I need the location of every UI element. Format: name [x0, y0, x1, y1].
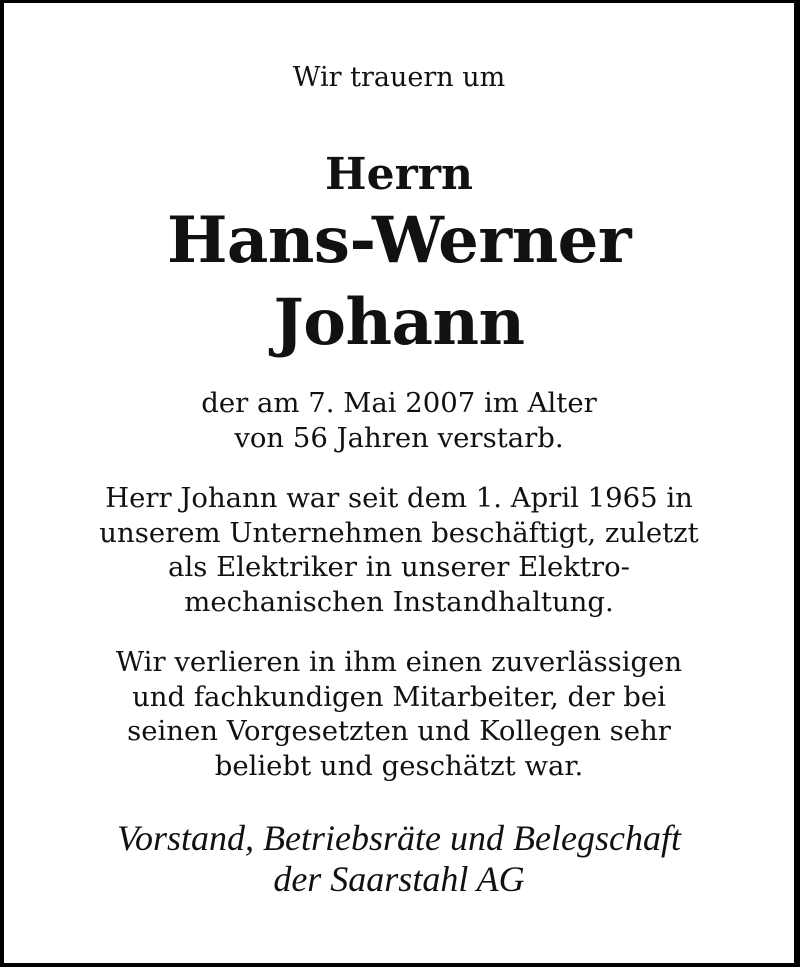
career-line: unserem Unternehmen beschäftigt, zuletzt: [99, 516, 699, 549]
deceased-name: [4, 200, 794, 364]
signature-line: der Saarstahl AG: [273, 859, 525, 899]
tribute-paragraph: [4, 645, 794, 783]
death-line: der am 7. Mai 2007 im Alter: [201, 387, 597, 419]
tribute-line: Wir verlieren in ihm einen zuverlässigen: [115, 646, 683, 678]
career-paragraph: [4, 481, 794, 619]
name-line-first: Hans-Werner: [166, 203, 632, 278]
honorific: Herrn: [325, 149, 473, 200]
death-line: von 56 Jahren verstarb.: [234, 421, 564, 454]
tribute-line: und fachkundigen Mitarbeiter, der bei: [132, 680, 666, 713]
career-line: Herr Johann war seit dem 1. April 1965 in: [105, 482, 693, 514]
signature-line: Vorstand, Betriebsräte und Belegschaft: [117, 818, 681, 858]
death-paragraph: [4, 386, 794, 455]
career-line: mechanischen Instandhaltung.: [184, 585, 614, 618]
tribute-line: seinen Vorgesetzten und Kollegen sehr: [127, 715, 671, 747]
tribute-line: beliebt und geschätzt war.: [214, 749, 584, 782]
name-line-last: Johann: [273, 285, 525, 360]
career-line: als Elektriker in unserer Elektro-: [168, 551, 630, 583]
signature-block: [4, 818, 794, 900]
intro-line: Wir trauern um: [292, 62, 506, 93]
